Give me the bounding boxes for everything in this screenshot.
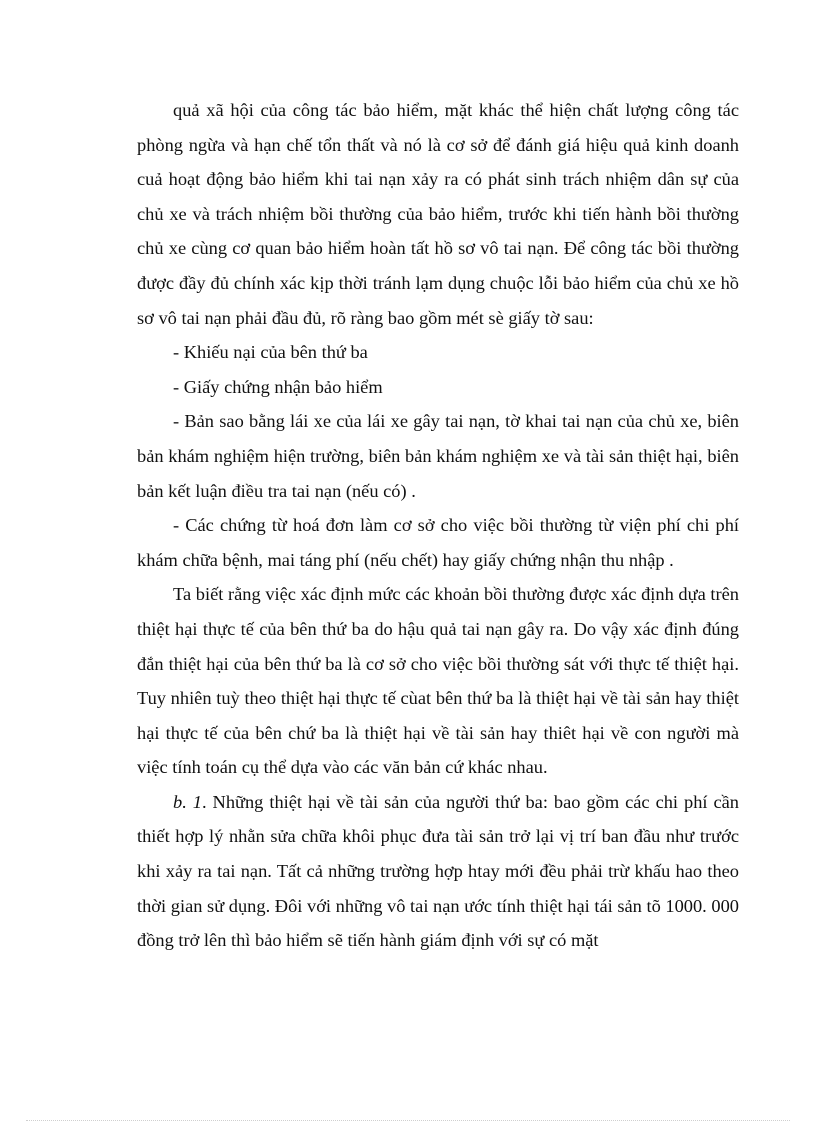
list-item-invoices: - Các chứng từ hoá đơn làm cơ sở cho việc bồi thường từ viện phí chi phí khám chữa bệnh, mai táng phí (nếu chết) hay giấy chứng nhận thu nhập .	[137, 515, 739, 570]
section-label: b. 1	[173, 791, 202, 812]
paragraph-damage-determination: Ta biết rằng việc xác định mức các khoản bồi thường được xác định dựa trên thiệt hại thực tế của bên thứ ba do hậu quả tai nạn gây ra. Do vậy xác định đúng đắn thiệt hại của bên thứ ba là cơ sở cho việc bồi thường sát với thực tế thiệt hại. Tuy nhiên tuỳ theo thiệt hại thực tế cùat bên thứ ba là thiệt hại về tài sản hay thiệt hại thực tế của bên chứ ba là thiệt hại về tài sản hay thiêt hại về con người mà việc tính toán cụ thể dựa vào các văn bản cứ khác nhau.	[137, 584, 739, 778]
body-text	[137, 93, 739, 958]
list-item-third-party-claim: - Khiếu nại của bên thứ ba	[173, 342, 368, 363]
paragraph-property-damage-text: . Những thiệt hại về tài sản của người thứ ba: bao gồm các chi phí cần thiết hợp lý nhằn sửa chữa khôi phục đưa tài sản trở lại vị trí ban đầu như trước khi xảy ra tai nạn. Tất cả những trường hợp htay mới đều phải trừ khấu hao theo thời gian sử dụng. Đôi với những vô tai nạn ước tính thiệt hại tái sản tõ 1000. 000 đồng trở lên thì bảo hiểm sẽ tiến hành giám định với sự có mặt	[137, 791, 739, 951]
page-bottom-divider	[26, 1120, 790, 1121]
list-item-insurance-certificate: - Giấy chứng nhận bảo hiểm	[173, 376, 383, 397]
paragraph-claims-context: quả xã hội của công tác bảo hiểm, mặt khác thể hiện chất lượng công tác phòng ngừa và hạn chế tổn thất và nó là cơ sở để đánh giá hiệu quả kinh doanh cuả hoạt động bảo hiểm khi tai nạn xảy ra có phát sinh trách nhiệm dân sự của chủ xe và trách nhiệm bồi thường của bảo hiểm, trước khi tiến hành bồi thường chủ xe cùng cơ quan bảo hiểm hoàn tất hồ sơ vô tai nạn. Để công tác bồi thường được đầy đủ chính xác kịp thời tránh lạm dụng chuộc lỗi bảo hiểm của chủ xe hồ sơ vô tai nạn phải đầu đủ, rõ ràng bao gồm mét sè giấy tờ sau:	[137, 100, 739, 328]
list-item-license-and-reports: - Bản sao bằng lái xe của lái xe gây tai nạn, tờ khai tai nạn của chủ xe, biên bản khám nghiệm hiện trường, biên bản khám nghiệm xe và tài sản thiệt hại, biên bản kết luận điều tra tai nạn (nếu có) .	[137, 411, 739, 501]
paragraph-property-damage	[137, 785, 739, 958]
